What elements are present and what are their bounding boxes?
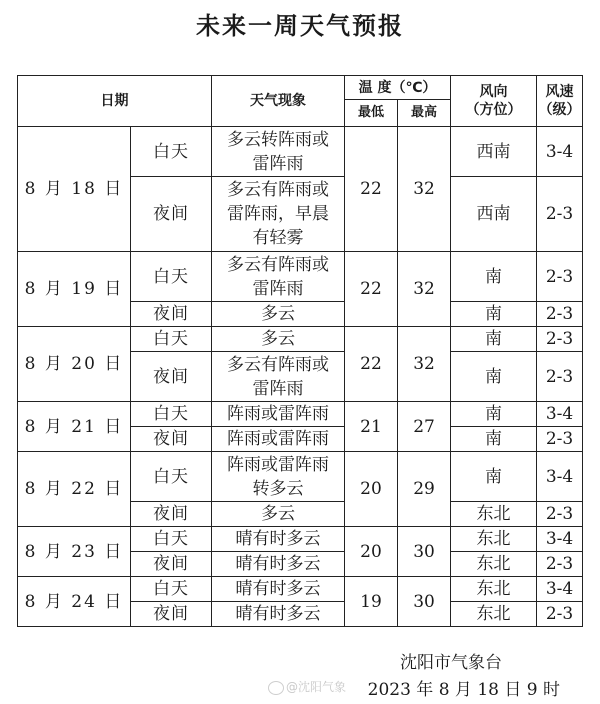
temp-high-cell: 30 <box>398 527 451 577</box>
header-wind-speed-label: 风速 <box>545 84 574 100</box>
weather-line: 多云有阵雨或 <box>227 354 329 375</box>
watermark-text: @沈阳气象 <box>286 680 347 694</box>
wind-direction-cell: 南 <box>451 252 537 302</box>
weather-line: 晴有时多云 <box>235 579 321 599</box>
weather-line: 晴有时多云 <box>235 604 321 624</box>
wind-speed-cell: 2-3 <box>537 502 583 527</box>
wind-direction-cell: 南 <box>451 327 537 352</box>
wind-direction-cell: 南 <box>451 402 537 427</box>
weather-line: 阵雨或雷阵雨 <box>227 454 329 475</box>
table-row <box>18 527 583 552</box>
temp-low-cell: 22 <box>345 127 398 252</box>
weather-cell <box>212 602 345 627</box>
wind-speed-cell: 2-3 <box>537 602 583 627</box>
period-cell: 夜间 <box>131 602 212 627</box>
temp-high-cell: 27 <box>398 402 451 452</box>
period-cell: 白天 <box>131 452 212 502</box>
date-cell: 8 月 23 日 <box>18 527 131 577</box>
weather-line: 阵雨或雷阵雨 <box>227 429 329 449</box>
weibo-watermark <box>268 679 352 695</box>
date-cell: 8 月 20 日 <box>18 327 131 402</box>
weather-line: 多云 <box>261 304 295 324</box>
period-cell: 夜间 <box>131 427 212 452</box>
issue-time: 2023 年 8 月 18 日 9 时 <box>367 680 560 700</box>
weather-line: 雷阵雨 <box>252 153 304 174</box>
period-cell: 白天 <box>131 577 212 602</box>
temp-low-cell: 22 <box>345 252 398 327</box>
weather-cell <box>212 577 345 602</box>
wind-speed-cell: 2-3 <box>537 327 583 352</box>
period-cell: 夜间 <box>131 552 212 577</box>
period-cell: 夜间 <box>131 302 212 327</box>
weather-cell <box>212 552 345 577</box>
period-cell: 夜间 <box>131 352 212 402</box>
wind-direction-cell: 南 <box>451 302 537 327</box>
wind-direction-cell: 南 <box>451 452 537 502</box>
date-cell: 8 月 19 日 <box>18 252 131 327</box>
table-row <box>18 402 583 427</box>
header-weather: 天气现象 <box>212 76 345 127</box>
date-cell: 8 月 22 日 <box>18 452 131 527</box>
wind-speed-cell: 3-4 <box>537 127 583 177</box>
wind-direction-cell: 东北 <box>451 602 537 627</box>
header-temp-high: 最高 <box>398 100 451 127</box>
weather-cell <box>212 427 345 452</box>
header-wind-speed <box>537 76 583 127</box>
period-cell: 白天 <box>131 127 212 177</box>
weather-cell <box>212 527 345 552</box>
weather-line: 雷阵雨 <box>252 278 304 299</box>
weather-cell <box>212 127 345 177</box>
wind-direction-cell: 南 <box>451 427 537 452</box>
weather-cell <box>212 352 345 402</box>
temp-high-cell: 29 <box>398 452 451 527</box>
table-row <box>18 452 583 502</box>
wind-direction-cell: 西南 <box>451 127 537 177</box>
wind-direction-cell: 东北 <box>451 577 537 602</box>
wind-speed-cell: 3-4 <box>537 402 583 427</box>
weather-line: 雷阵雨，早晨 <box>227 204 329 224</box>
weather-line: 阵雨或雷阵雨 <box>227 404 329 424</box>
wind-direction-cell: 东北 <box>451 502 537 527</box>
temp-high-cell: 30 <box>398 577 451 627</box>
header-wind-direction-unit: （方位） <box>465 102 522 118</box>
weather-cell <box>212 302 345 327</box>
weather-line: 晴有时多云 <box>235 554 321 574</box>
wind-direction-cell: 东北 <box>451 552 537 577</box>
weather-line: 转多云 <box>252 478 304 499</box>
wind-speed-cell: 3-4 <box>537 452 583 502</box>
temp-high-cell: 32 <box>398 252 451 327</box>
date-cell: 8 月 18 日 <box>18 127 131 252</box>
weather-cell <box>212 502 345 527</box>
header-date: 日期 <box>18 76 212 127</box>
wind-speed-cell: 2-3 <box>537 252 583 302</box>
weather-cell <box>212 177 345 252</box>
wind-direction-cell: 西南 <box>451 177 537 252</box>
date-cell: 8 月 21 日 <box>18 402 131 452</box>
weather-line: 多云 <box>261 504 295 524</box>
weather-cell <box>212 252 345 302</box>
date-cell: 8 月 24 日 <box>18 577 131 627</box>
weibo-logo-icon <box>268 681 284 695</box>
wind-speed-cell: 3-4 <box>537 527 583 552</box>
period-cell: 白天 <box>131 252 212 302</box>
header-wind-direction-label: 风向 <box>479 84 508 100</box>
temp-high-cell: 32 <box>398 127 451 252</box>
header-wind-direction <box>451 76 537 127</box>
weather-cell <box>212 402 345 427</box>
header-temp-low: 最低 <box>345 100 398 127</box>
period-cell: 夜间 <box>131 177 212 252</box>
wind-speed-cell: 2-3 <box>537 302 583 327</box>
header-temperature: 温 度（℃） <box>345 76 451 100</box>
wind-direction-cell: 南 <box>451 352 537 402</box>
table-row <box>18 127 583 177</box>
weather-line: 多云有阵雨或 <box>227 180 329 200</box>
temp-low-cell: 21 <box>345 402 398 452</box>
period-cell: 夜间 <box>131 502 212 527</box>
temp-high-cell: 32 <box>398 327 451 402</box>
weather-cell <box>212 452 345 502</box>
wind-speed-cell: 2-3 <box>537 177 583 252</box>
weather-line: 有轻雾 <box>252 228 304 248</box>
table-row <box>18 327 583 352</box>
wind-speed-cell: 2-3 <box>537 427 583 452</box>
issuing-office: 沈阳市气象台 <box>400 653 502 673</box>
temp-low-cell: 20 <box>345 452 398 527</box>
table-row <box>18 252 583 302</box>
temp-low-cell: 20 <box>345 527 398 577</box>
weather-cell <box>212 327 345 352</box>
weather-line: 雷阵雨 <box>252 378 304 399</box>
weather-line: 多云有阵雨或 <box>227 254 329 275</box>
forecast-table <box>17 75 583 627</box>
wind-speed-cell: 2-3 <box>537 552 583 577</box>
period-cell: 白天 <box>131 402 212 427</box>
header-wind-speed-unit: （级） <box>538 102 581 118</box>
table-row <box>18 577 583 602</box>
page-title: 未来一周天气预报 <box>196 12 404 40</box>
period-cell: 白天 <box>131 327 212 352</box>
wind-direction-cell: 东北 <box>451 527 537 552</box>
weather-line: 晴有时多云 <box>235 529 321 549</box>
wind-speed-cell: 3-4 <box>537 577 583 602</box>
period-cell: 白天 <box>131 527 212 552</box>
temp-low-cell: 19 <box>345 577 398 627</box>
weather-line: 多云转阵雨或 <box>227 129 329 150</box>
weather-line: 多云 <box>261 329 295 349</box>
temp-low-cell: 22 <box>345 327 398 402</box>
wind-speed-cell: 2-3 <box>537 352 583 402</box>
